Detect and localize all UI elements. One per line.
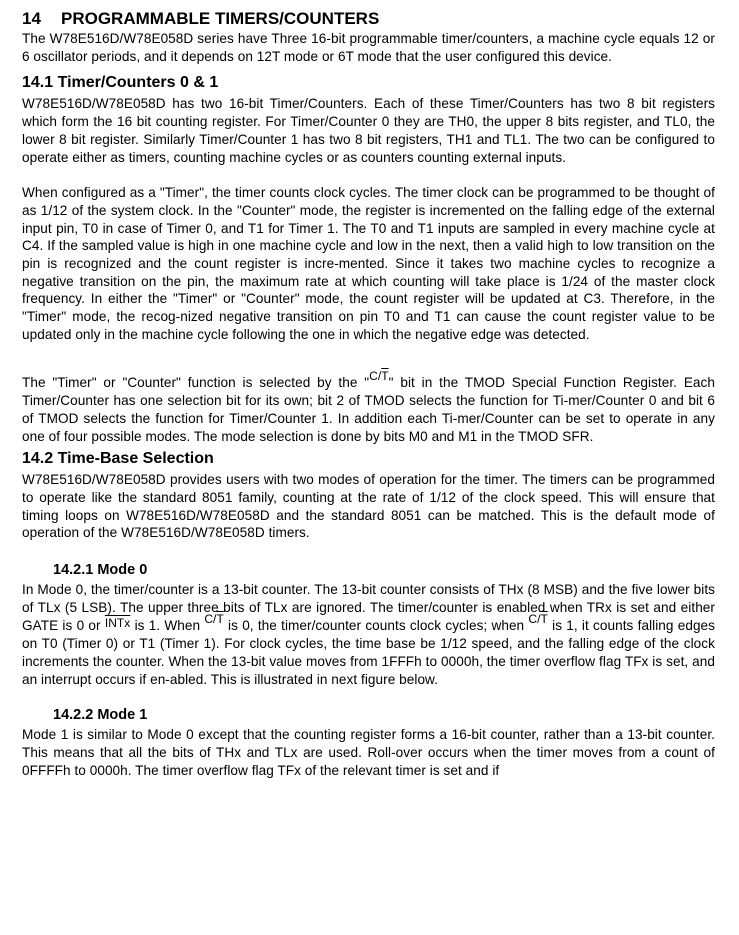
intx-signal-label: INTx xyxy=(104,615,131,630)
paragraph-mode-1: Mode 1 is similar to Mode 0 except that the counting register forms a 16-bit counter, rather than a 13-bit counter. This means that all the bits of THx and TLx are used. Roll-over occurs when the timer moves from a count of 0FFFFh to 0000h. The timer overflow flag TFx of the relevant timer is set and if xyxy=(22,727,715,778)
paragraph-timer-counters-intro: W78E516D/W78E058D has two 16-bit Timer/Counters. Each of these Timer/Counters has two 8 bit registers which form the 16 bit counting register. For Timer/Counter 0 they are TH0, the upper 8 bits register, and TL0, the lower 8 bit register. Similarly Timer/Counter 1 has two 8 bit registers, TH1 and TL1. The two can be configured to operate either as timers, counting machine cycles or as counters counting external inputs. xyxy=(22,96,715,165)
section-number: 14 xyxy=(22,9,41,28)
ct-bit-label: $C/\overline{T}$ xyxy=(528,611,548,626)
document-page xyxy=(22,8,715,780)
section-heading-14 xyxy=(22,8,715,30)
section-title: PROGRAMMABLE TIMERS/COUNTERS xyxy=(61,9,380,28)
section-heading-14-2-2: 14.2.2 Mode 1 xyxy=(53,707,148,724)
section-heading-14-2: 14.2 Time-Base Selection xyxy=(22,450,214,468)
section-14-intro: The W78E516D/W78E058D series have Three 16-bit programmable timer/counters, a machine cycle equals 12 or 6 oscillator periods, and it depends on 12T mode or 6T mode that the user configured this device. xyxy=(22,31,715,64)
section-heading-14-2-1: 14.2.1 Mode 0 xyxy=(53,562,148,579)
paragraph-time-base-selection: W78E516D/W78E058D provides users with two modes of operation for the timer. The timers can be programmed to operate like the standard 8051 family, counting at the rate of 1/12 of the clock speed. This will ensure that timing loops on W78E516D/W78E058D and the standard 8051 can be matched. This is the default mode of operation of the W78E516D/W78E058D timers. xyxy=(22,472,715,541)
ct-bit-label: $C/\overline{T}$ xyxy=(204,611,224,626)
section-heading-14-1: 14.1 Timer/Counters 0 & 1 xyxy=(22,74,219,92)
paragraph-mode-0: In Mode 0, the timer/counter is a 13-bit counter. The 13-bit counter consists of THx (8 MSB) and the five lower bits of TLx (5 LSB). The upper three bits of TLx are ignored. The timer/counter is enabled when TRx is set and either GATE is 0 or INTx is 1. When $C/\overline{T}$ is 0, the timer/counter counts clock cycles; when $C/\overline{T}$ is 1, it counts falling edges on T0 (Timer 0) or T1 (Timer 1). For clock cycles, the time base be 1/12 speed, and the falling edge of the clock increments the counter. When the 13-bit value moves from 1FFFh to 0000h, the timer overflow flag TFx is set, and an interrupt occurs if en-abled. This is illustrated in next figure below. xyxy=(22,582,716,687)
ct-bit-label: $C/\overline{T}$ xyxy=(369,368,389,383)
paragraph-function-selection: The "Timer" or "Counter" function is selected by the "$C/\overline{T}$" bit in the TMOD Special Function Register. Each Timer/Counter has one selection bit for its own; bit 2 of TMOD selects the function for Ti-mer/Counter 0 and bit 6 of TMOD selects the function for Timer/Counter 1. In addition each Ti-mer/Counter can be set to operate in any one of four possible modes. The mode selection is done by bits M0 and M1 in the TMOD SFR. xyxy=(22,368,715,444)
paragraph-timer-mode-description: When configured as a "Timer", the timer counts clock cycles. The timer clock can be programmed to be thought of as 1/12 of the system clock. In the "Counter" mode, the register is incremented on the falling edge of the external input pin, T0 in case of Timer 0, and T1 for Timer 1. The T0 and T1 inputs are sampled in every machine cycle at C4. If the sampled value is high in one machine cycle and low in the next, then a valid high to low transition on the pin is recognized and the count register is incre-mented. Since it takes two machine cycles to recognize a negative transition on the pin, the maximum rate at which counting will take place is 1/24 of the master clock frequency. In either the "Timer" or "Counter" mode, the count register will be updated at C3. Therefore, in the "Timer" mode, the recog-nized negative transition on pin T0 and T1 can cause the count register value to be updated only in the machine cycle following the one in which the negative edge was detected. xyxy=(22,185,715,342)
